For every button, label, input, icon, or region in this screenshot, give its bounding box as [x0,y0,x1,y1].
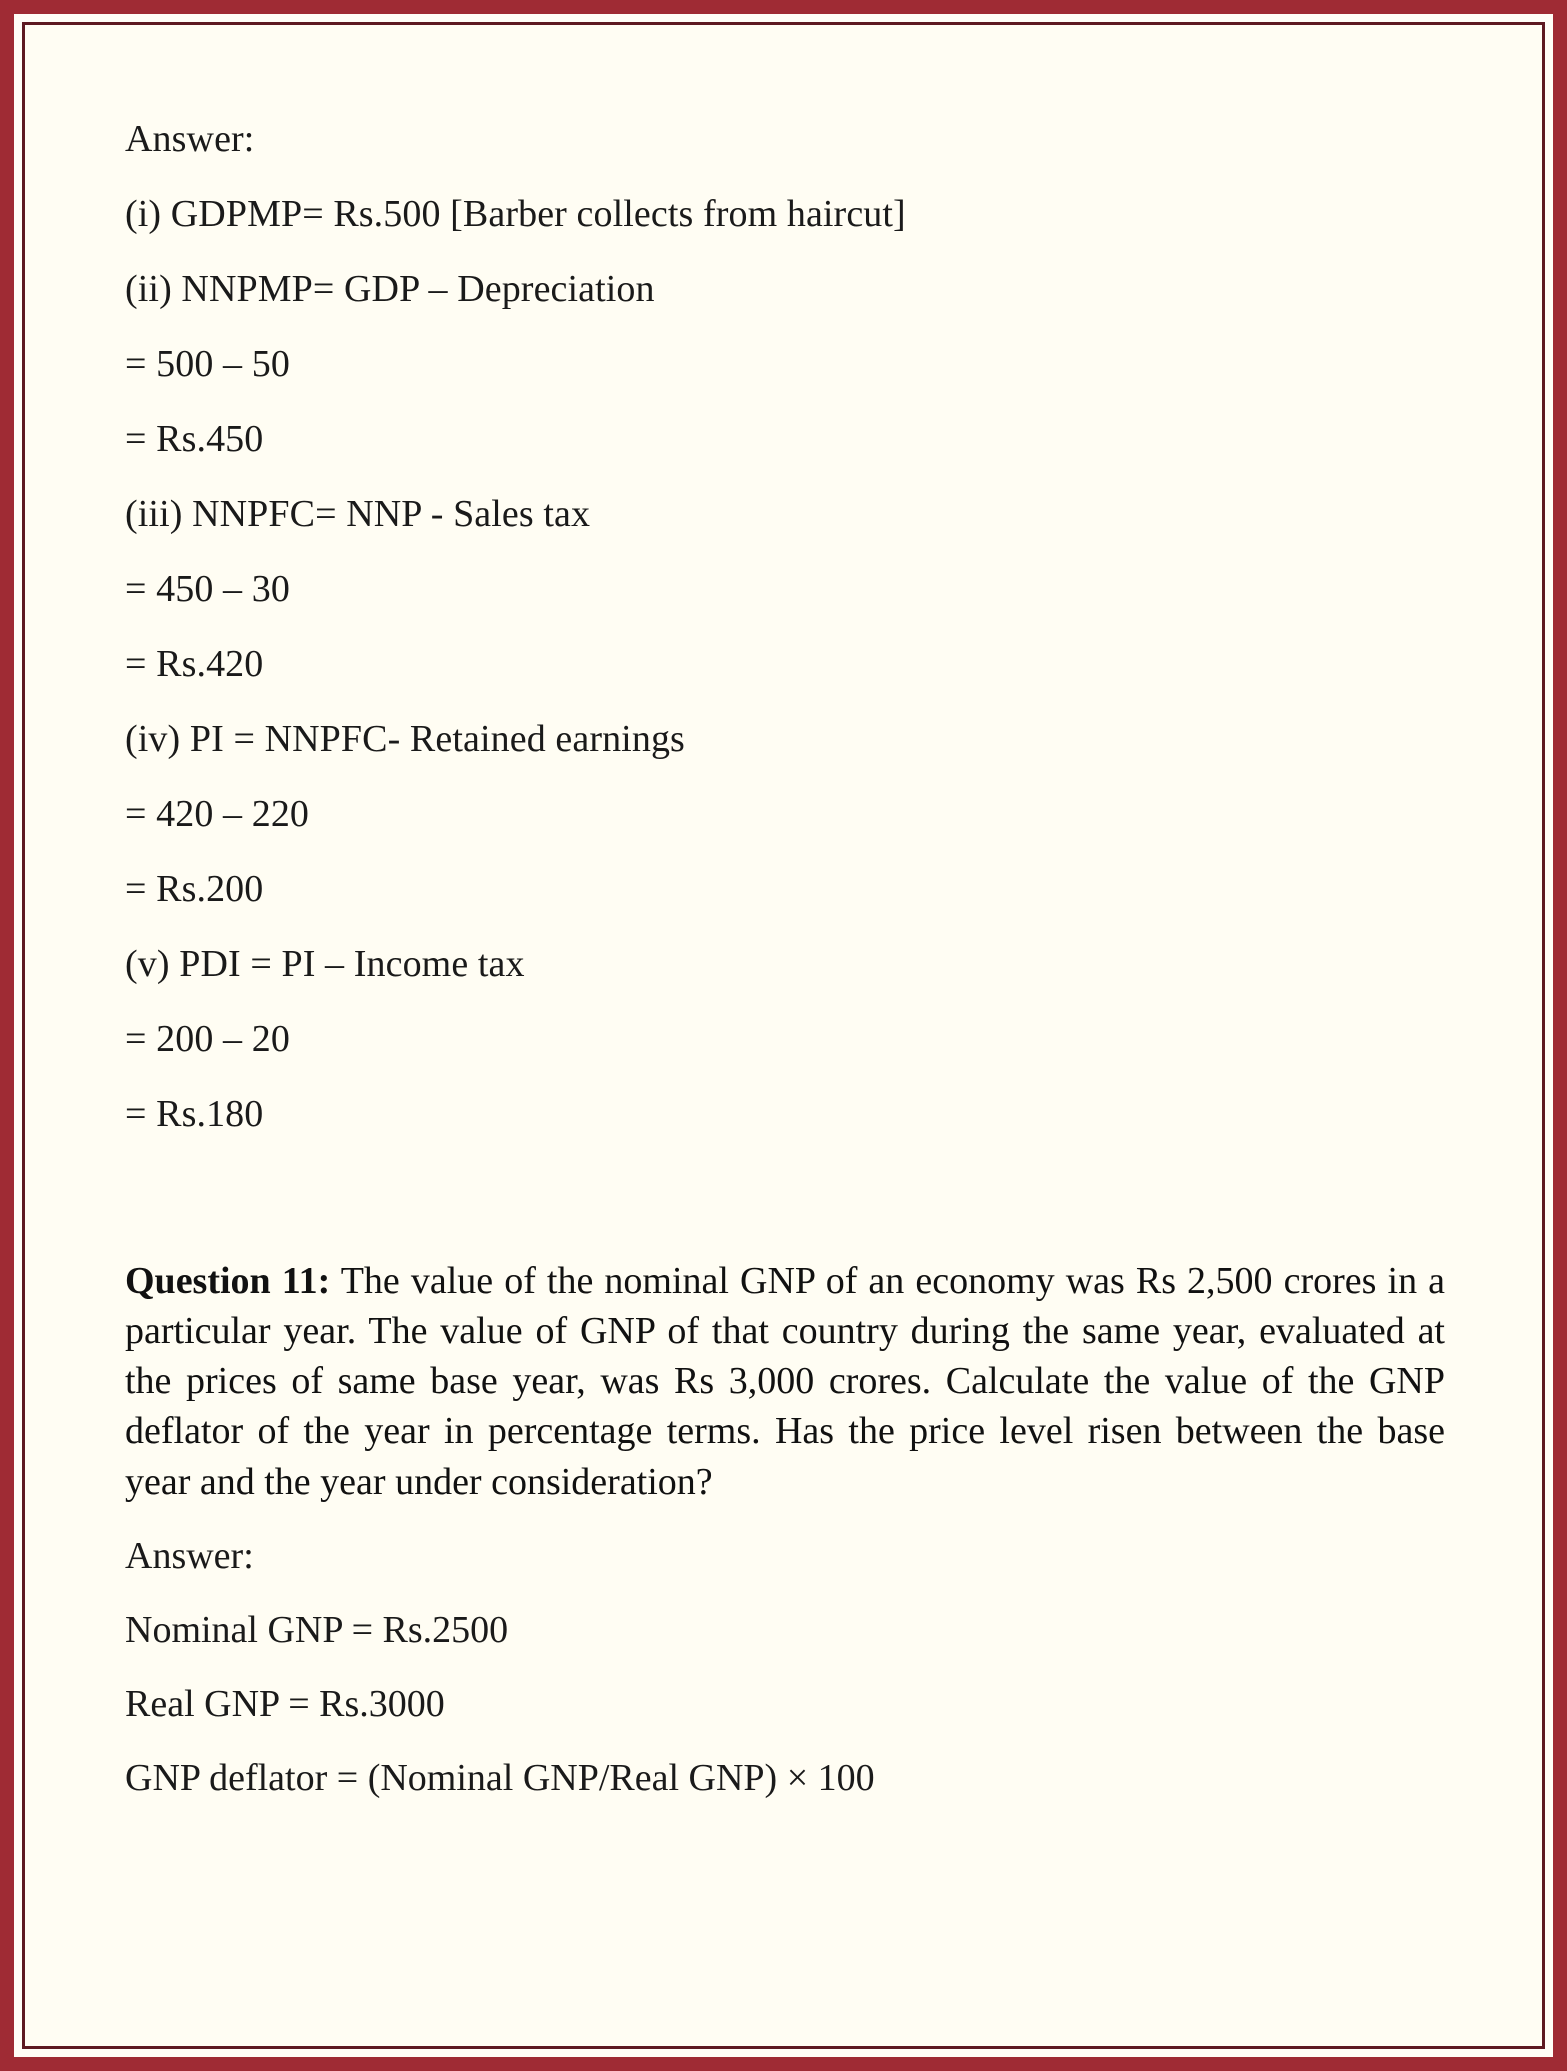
answer-line-nominal-gnp: Nominal GNP = Rs.2500 [125,1608,509,1651]
answer-line-pdi: (v) PDI = PI – Income tax [125,943,525,985]
section-spacer [125,1170,1445,1256]
answer-line-nnpmp-calc: = 500 – 50 [125,343,290,385]
answer-line-pi-result: = Rs.200 [125,868,264,910]
question-11-text: The value of the nominal GNP of an economy was Rs 2,500 crores in a particular year. The value of GNP of that country during the same year, evaluated at the prices of same base year, was Rs 3,000 crores. Calculate the value of the GNP deflator of the year in percentage terms. Has the price level risen between the base year and the year under consideration? [125,1260,1446,1503]
answer-line-nnpfc-calc: = 450 – 30 [125,568,290,610]
page-content [125,120,1445,1950]
answer-line-nnpfc: (iii) NNPFC= NNP - Sales tax [125,493,591,535]
answer-line-pi: (iv) PI = NNPFC- Retained earnings [125,718,685,760]
answer-heading-1: Answer: [125,118,255,160]
answer-heading-2: Answer: [125,1534,254,1577]
answer-line-nnpmp: (ii) NNPMP= GDP – Depreciation [125,268,655,310]
answer-line-gdpmp: (i) GDPMP= Rs.500 [Barber collects from haircut] [125,193,906,235]
answer-line-real-gnp: Real GNP = Rs.3000 [125,1682,445,1725]
question-11-paragraph [125,1256,1445,1507]
question-11-label: Question 11: [125,1260,331,1302]
answer-line-nnpfc-result: = Rs.420 [125,643,264,685]
answer-line-nnpmp-result: = Rs.450 [125,418,264,460]
answer-line-pdi-result: = Rs.180 [125,1093,264,1135]
answer-line-pi-calc: = 420 – 220 [125,793,310,835]
answer-line-pdi-calc: = 200 – 20 [125,1018,290,1060]
answer-line-gnp-deflator: GNP deflator = (Nominal GNP/Real GNP) × 100 [125,1756,875,1799]
